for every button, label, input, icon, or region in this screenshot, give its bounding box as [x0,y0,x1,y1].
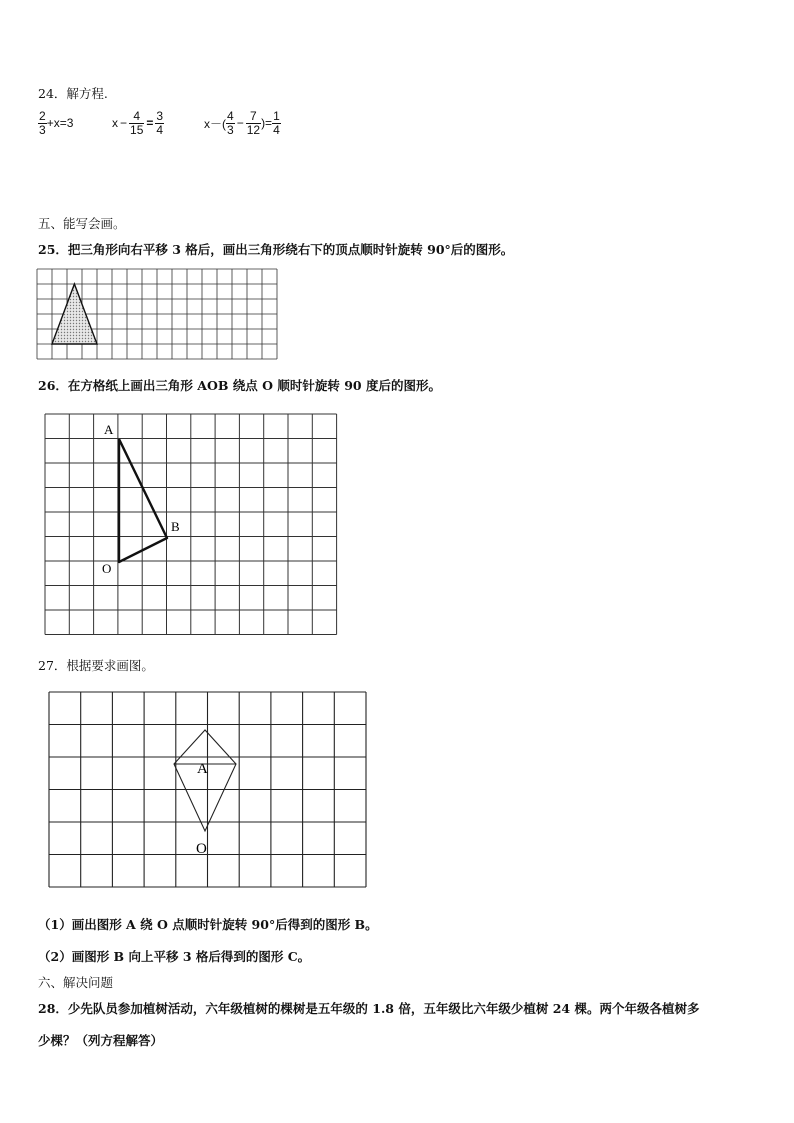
fraction: $\frac{1}{4}$ [273,109,280,137]
label-a: A [197,761,208,777]
q26-grid-figure [40,410,344,638]
q24-title: 24．解方程. [38,86,108,101]
label-o: O [196,841,207,857]
q25-text: 25．把三角形向右平移 3 格后，画出三角形绕右下的顶点顺时针旋转 90°后的图形。 [38,242,514,257]
section-5-heading: 五、能写会画。 [38,216,126,231]
fraction: $\frac{3}{4}$ [156,109,164,137]
q27-sub1: （1）画出图形 A 绕 O 点顺时针旋转 90°后得到的图形 B。 [38,917,378,932]
equation-2: x − $\frac{4}{15}$ = $\frac{3}{4}$ [112,109,164,137]
label-o: O [102,561,112,576]
square-grid [45,414,337,635]
q28-line1: 28．少先队员参加植树活动，六年级植树的棵树是五年级的 1.8 倍，五年级比六年级少植树 24 棵。两个年级各植树多 [38,1001,700,1016]
q27-title: 27．根据要求画图。 [38,658,154,673]
label-b: B [171,519,180,534]
q26-text: 26．在方格纸上画出三角形 AOB 绕点 O 顺时针旋转 90 度后的图形。 [38,378,441,393]
q25-grid-figure [36,268,282,360]
fraction: $\frac{2}{3}$ [39,109,46,137]
label-a: A [104,422,114,437]
kite-shape-a [174,730,236,831]
section-6-heading: 六、解决问题 [38,975,114,990]
fraction: $\frac{4}{3}$ [227,109,234,137]
q28-line2: 少棵？（列方程解答） [38,1033,164,1048]
q27-sub2: （2）画图形 B 向上平移 3 格后得到的图形 C。 [38,949,311,964]
equation-3: x－( $\frac{4}{3}$ − $\frac{7}{12}$ )= $\frac{1}{4}$ [204,109,280,137]
equation-1: $\frac{2}{3}$ +x=3 [39,109,74,137]
q27-grid-figure [44,686,374,896]
fraction: $\frac{7}{12}$ [246,109,261,137]
triangle-aob [119,439,167,562]
square-grid [49,692,366,887]
fraction: $\frac{4}{15}$ [130,109,144,137]
